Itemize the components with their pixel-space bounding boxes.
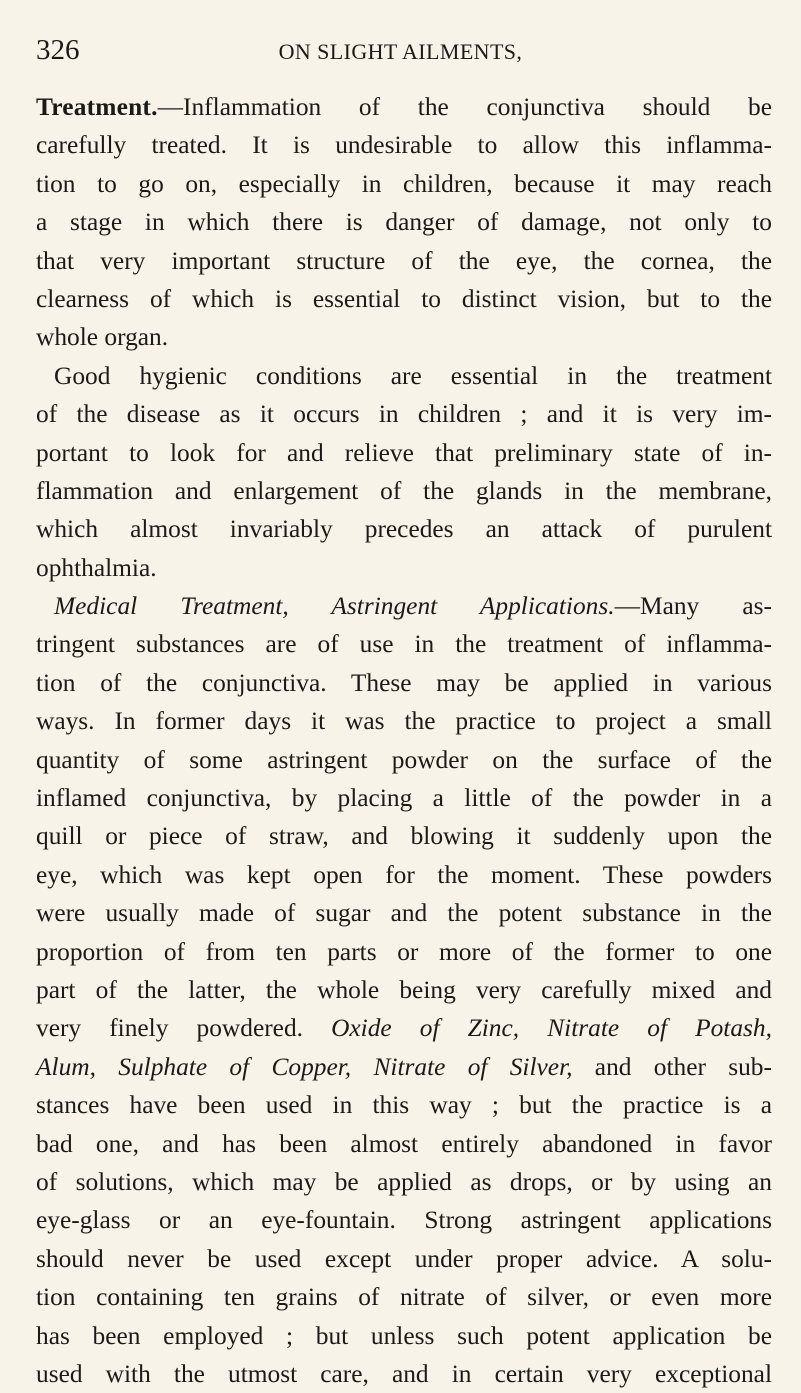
text-line: eye, which was kept open for the moment. These powders — [36, 860, 772, 889]
page-number: 326 — [36, 34, 80, 66]
text-line: tringent substances are of use in the treatment of inflamma- — [36, 630, 772, 659]
italic-term: Oxide of Zinc, — [331, 1014, 520, 1043]
text-line: tion containing ten grains of nitrate of silver, or even more — [36, 1283, 772, 1312]
text-line: used with the utmost care, and in certain very exceptional — [36, 1359, 772, 1388]
text-line: quill or piece of straw, and blowing it suddenly upon the — [36, 822, 772, 851]
text-line: part of the latter, the whole being very carefully mixed and — [36, 975, 772, 1004]
text-line: flammation and enlargement of the glands in the membrane, — [36, 476, 772, 505]
text-line: of the disease as it occurs in children ; and it is very im- — [36, 400, 772, 429]
text-line: a stage in which there is danger of damage, not only to — [36, 208, 772, 237]
text-line: tion to go on, especially in children, because it may reach — [36, 169, 772, 198]
body-text — [36, 88, 772, 1393]
italic-term: Alum, — [36, 1052, 96, 1081]
section-heading: Treatment. — [36, 93, 158, 121]
text-line: that very important structure of the eye, the cornea, the — [36, 246, 772, 275]
text-line: portant to look for and relieve that preliminary state of in- — [36, 438, 772, 467]
text-line: Alum, Sulphate of Copper, Nitrate of Silver, and other sub- — [36, 1052, 772, 1081]
text-line: inflamed conjunctiva, by placing a little of the powder in a — [36, 784, 772, 813]
page-header — [0, 30, 801, 70]
text-line: clearness of which is essential to distinct vision, but to the — [36, 284, 772, 313]
italic-term: Sulphate of Copper, — [118, 1052, 352, 1081]
text-line: should never be used except under proper advice. A solu- — [36, 1244, 772, 1273]
text-line: tion of the conjunctiva. These may be applied in various — [36, 668, 772, 697]
text-line: ways. In former days it was the practice to project a small — [36, 707, 772, 736]
text-line: eye-glass or an eye-fountain. Strong astringent applications — [36, 1206, 772, 1235]
text-line: of solutions, which may be applied as drops, or by using an — [36, 1167, 772, 1196]
text-line: proportion of from ten parts or more of the former to one — [36, 937, 772, 966]
text-line: were usually made of sugar and the potent substance in the — [36, 899, 772, 928]
italic-term: Nitrate of Potash, — [547, 1014, 772, 1043]
text-line: ophthalmia. — [36, 553, 157, 582]
italic-heading: Medical Treatment, Astringent Applications. — [54, 592, 615, 621]
text-line: Treatment.—Inflammation of the conjunctiva should be — [36, 93, 772, 121]
text-line: Good hygienic conditions are essential in the treatment — [54, 361, 772, 390]
text-line: has been employed ; but unless such potent application be — [36, 1321, 772, 1350]
text-line: which almost invariably precedes an attack of purulent — [36, 515, 772, 544]
text-line: stances have been used in this way ; but the practice is a — [36, 1091, 772, 1120]
running-head: ON SLIGHT AILMENTS, — [278, 39, 523, 64]
text-line: bad one, and has been almost entirely abandoned in favor — [36, 1129, 772, 1158]
text-line: whole organ. — [36, 323, 169, 352]
text-line: Medical Treatment, Astringent Applications.—Many as- — [54, 592, 772, 621]
text-line: very finely powdered. Oxide of Zinc, Nitrate of Potash, — [36, 1014, 772, 1043]
italic-term: Nitrate of Silver, — [373, 1052, 573, 1081]
text-line: quantity of some astringent powder on the surface of the — [36, 745, 772, 774]
text-line: carefully treated. It is undesirable to allow this inflamma- — [36, 131, 772, 160]
